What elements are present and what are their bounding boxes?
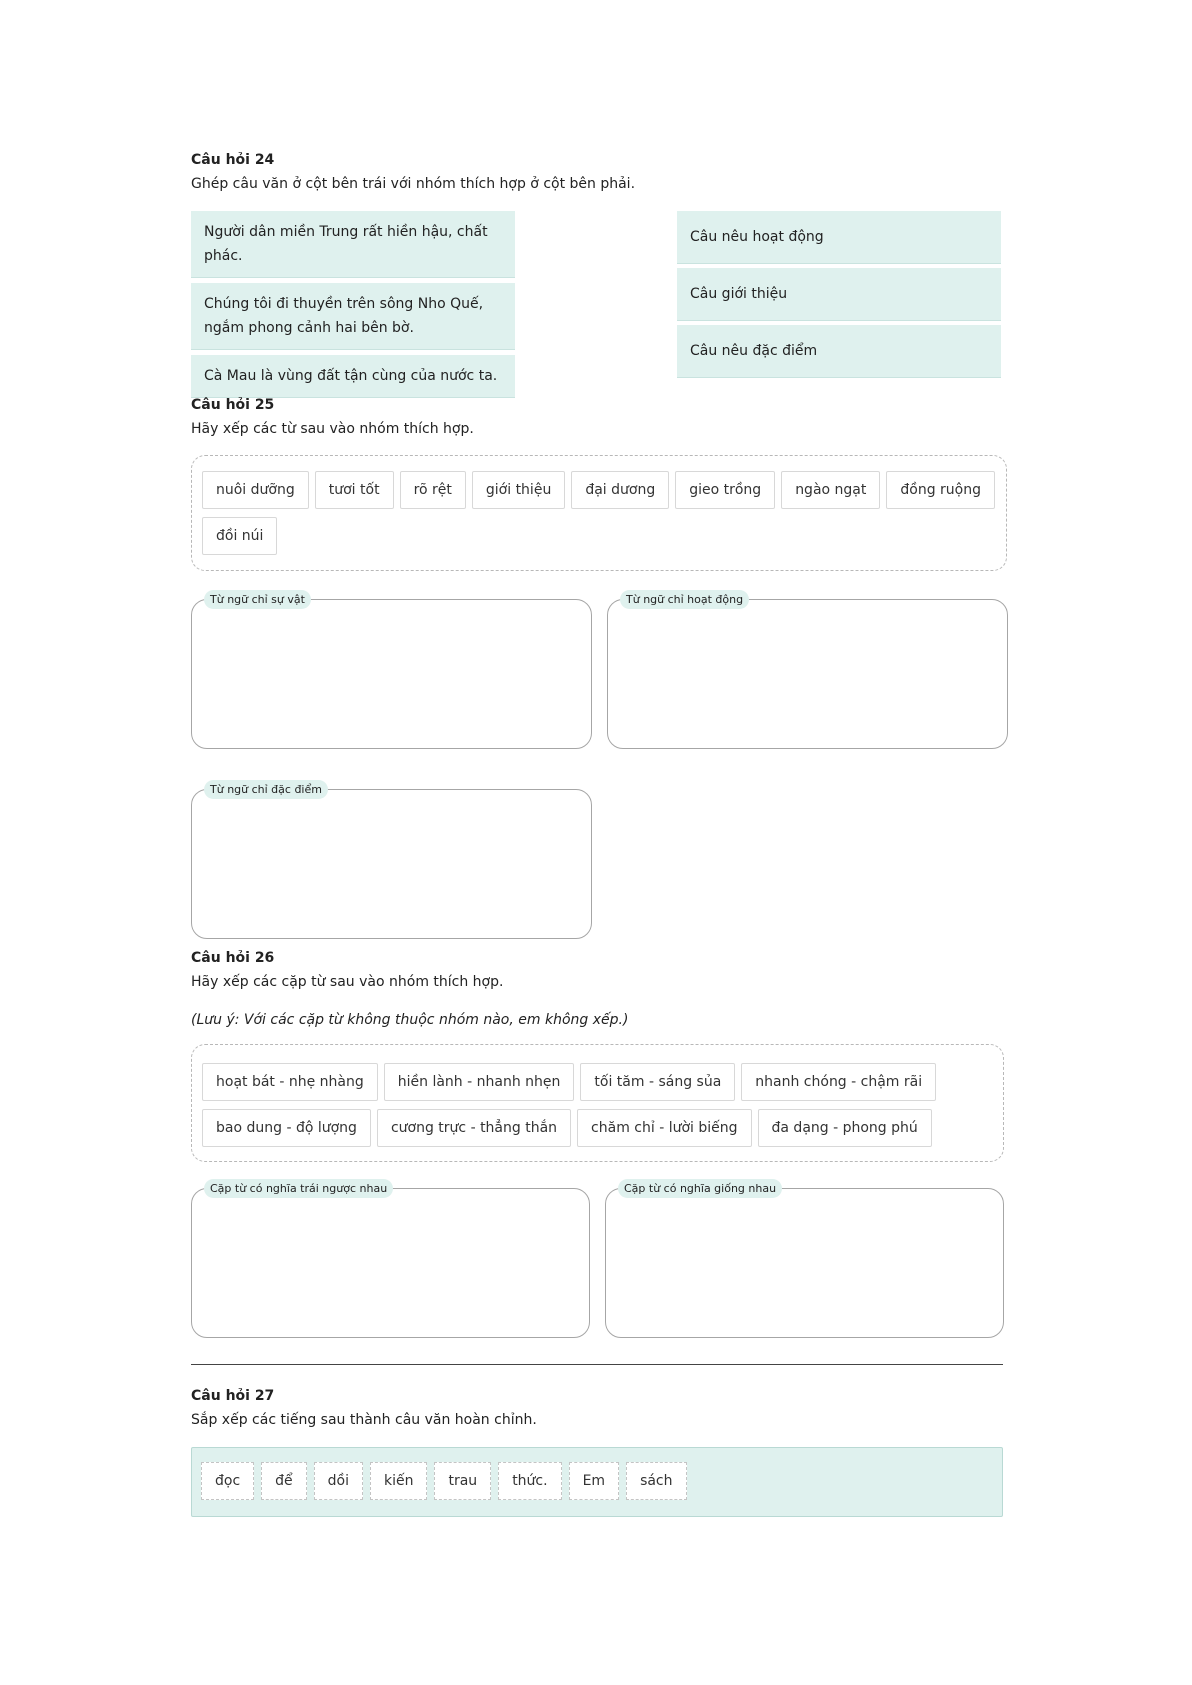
q27-word-tile[interactable]: đọc: [201, 1462, 254, 1500]
q25-word-chip[interactable]: rõ rệt: [400, 471, 466, 509]
q26-instruction: Hãy xếp các cặp từ sau vào nhóm thích hợp.: [191, 974, 504, 990]
q25-word-chip[interactable]: đồng ruộng: [886, 471, 995, 509]
q25-group-label: Từ ngữ chỉ sự vật: [204, 590, 311, 609]
q25-word-chip[interactable]: đại dương: [571, 471, 669, 509]
q25-title: Câu hỏi 25: [191, 397, 275, 413]
q25-word-chip[interactable]: gieo trồng: [675, 471, 775, 509]
q24-title: Câu hỏi 24: [191, 152, 275, 168]
q26-note: (Lưu ý: Với các cặp từ không thuộc nhóm nào, em không xếp.): [191, 1012, 629, 1028]
q25-instruction: Hãy xếp các từ sau vào nhóm thích hợp.: [191, 421, 474, 437]
q26-group-trai-nghia[interactable]: [191, 1182, 590, 1338]
q25-word-chip[interactable]: đồi núi: [202, 517, 277, 555]
q26-pair-chip[interactable]: cương trực - thẳng thắn: [377, 1109, 571, 1147]
q26-group-label: Cặp từ có nghĩa trái ngược nhau: [204, 1179, 393, 1198]
q27-tile-area: [191, 1447, 1003, 1517]
q27-word-tile[interactable]: để: [261, 1462, 307, 1500]
q25-word-chip[interactable]: ngào ngạt: [781, 471, 880, 509]
q26-group-giong-nghia[interactable]: [605, 1182, 1004, 1338]
q24-instruction: Ghép câu văn ở cột bên trái với nhóm thích hợp ở cột bên phải.: [191, 176, 636, 192]
q24-right-item-3[interactable]: Câu nêu đặc điểm: [677, 325, 1001, 378]
q26-pair-chip[interactable]: bao dung - độ lượng: [202, 1109, 371, 1147]
q24-right-item-2[interactable]: Câu giới thiệu: [677, 268, 1001, 321]
section-divider: [191, 1364, 1003, 1365]
q27-word-tile[interactable]: dồi: [314, 1462, 363, 1500]
q26-title: Câu hỏi 26: [191, 950, 275, 966]
q24-left-item-2[interactable]: Chúng tôi đi thuyền trên sông Nho Quế, ngắm phong cảnh hai bên bờ.: [191, 283, 515, 350]
q25-group-su-vat[interactable]: [191, 593, 592, 749]
q25-word-chip[interactable]: giới thiệu: [472, 471, 565, 509]
q27-word-tile[interactable]: Em: [569, 1462, 619, 1500]
q27-word-tile[interactable]: kiến: [370, 1462, 427, 1500]
q24-right-item-1[interactable]: Câu nêu hoạt động: [677, 211, 1001, 264]
q25-group-dac-diem[interactable]: [191, 783, 592, 939]
q24-left-item-1[interactable]: Người dân miền Trung rất hiền hậu, chất phác.: [191, 211, 515, 278]
q25-word-chip[interactable]: tươi tốt: [315, 471, 394, 509]
q26-pair-chip[interactable]: hoạt bát - nhẹ nhàng: [202, 1063, 378, 1101]
q24-right-column: [677, 211, 1001, 382]
q26-pair-chip[interactable]: đa dạng - phong phú: [758, 1109, 932, 1147]
q24-left-item-3[interactable]: Cà Mau là vùng đất tận cùng của nước ta.: [191, 355, 515, 398]
q26-pair-chip[interactable]: hiền lành - nhanh nhẹn: [384, 1063, 575, 1101]
q26-pair-chip[interactable]: chăm chỉ - lười biếng: [577, 1109, 751, 1147]
q27-word-tile[interactable]: trau: [434, 1462, 491, 1500]
q27-word-tile[interactable]: thức.: [498, 1462, 561, 1500]
q25-group-label: Từ ngữ chỉ đặc điểm: [204, 780, 328, 799]
q27-title: Câu hỏi 27: [191, 1388, 275, 1404]
q26-group-label: Cặp từ có nghĩa giống nhau: [618, 1179, 782, 1198]
q25-word-chip[interactable]: nuôi dưỡng: [202, 471, 309, 509]
q27-word-tile[interactable]: sách: [626, 1462, 686, 1500]
q25-group-label: Từ ngữ chỉ hoạt động: [620, 590, 749, 609]
q27-instruction: Sắp xếp các tiếng sau thành câu văn hoàn chỉnh.: [191, 1412, 537, 1428]
q25-group-hoat-dong[interactable]: [607, 593, 1008, 749]
q25-word-bank: [191, 455, 1007, 571]
q26-pair-bank: [191, 1044, 1004, 1162]
q26-pair-chip[interactable]: nhanh chóng - chậm rãi: [741, 1063, 936, 1101]
q24-left-column: [191, 211, 515, 403]
q26-pair-chip[interactable]: tối tăm - sáng sủa: [580, 1063, 735, 1101]
